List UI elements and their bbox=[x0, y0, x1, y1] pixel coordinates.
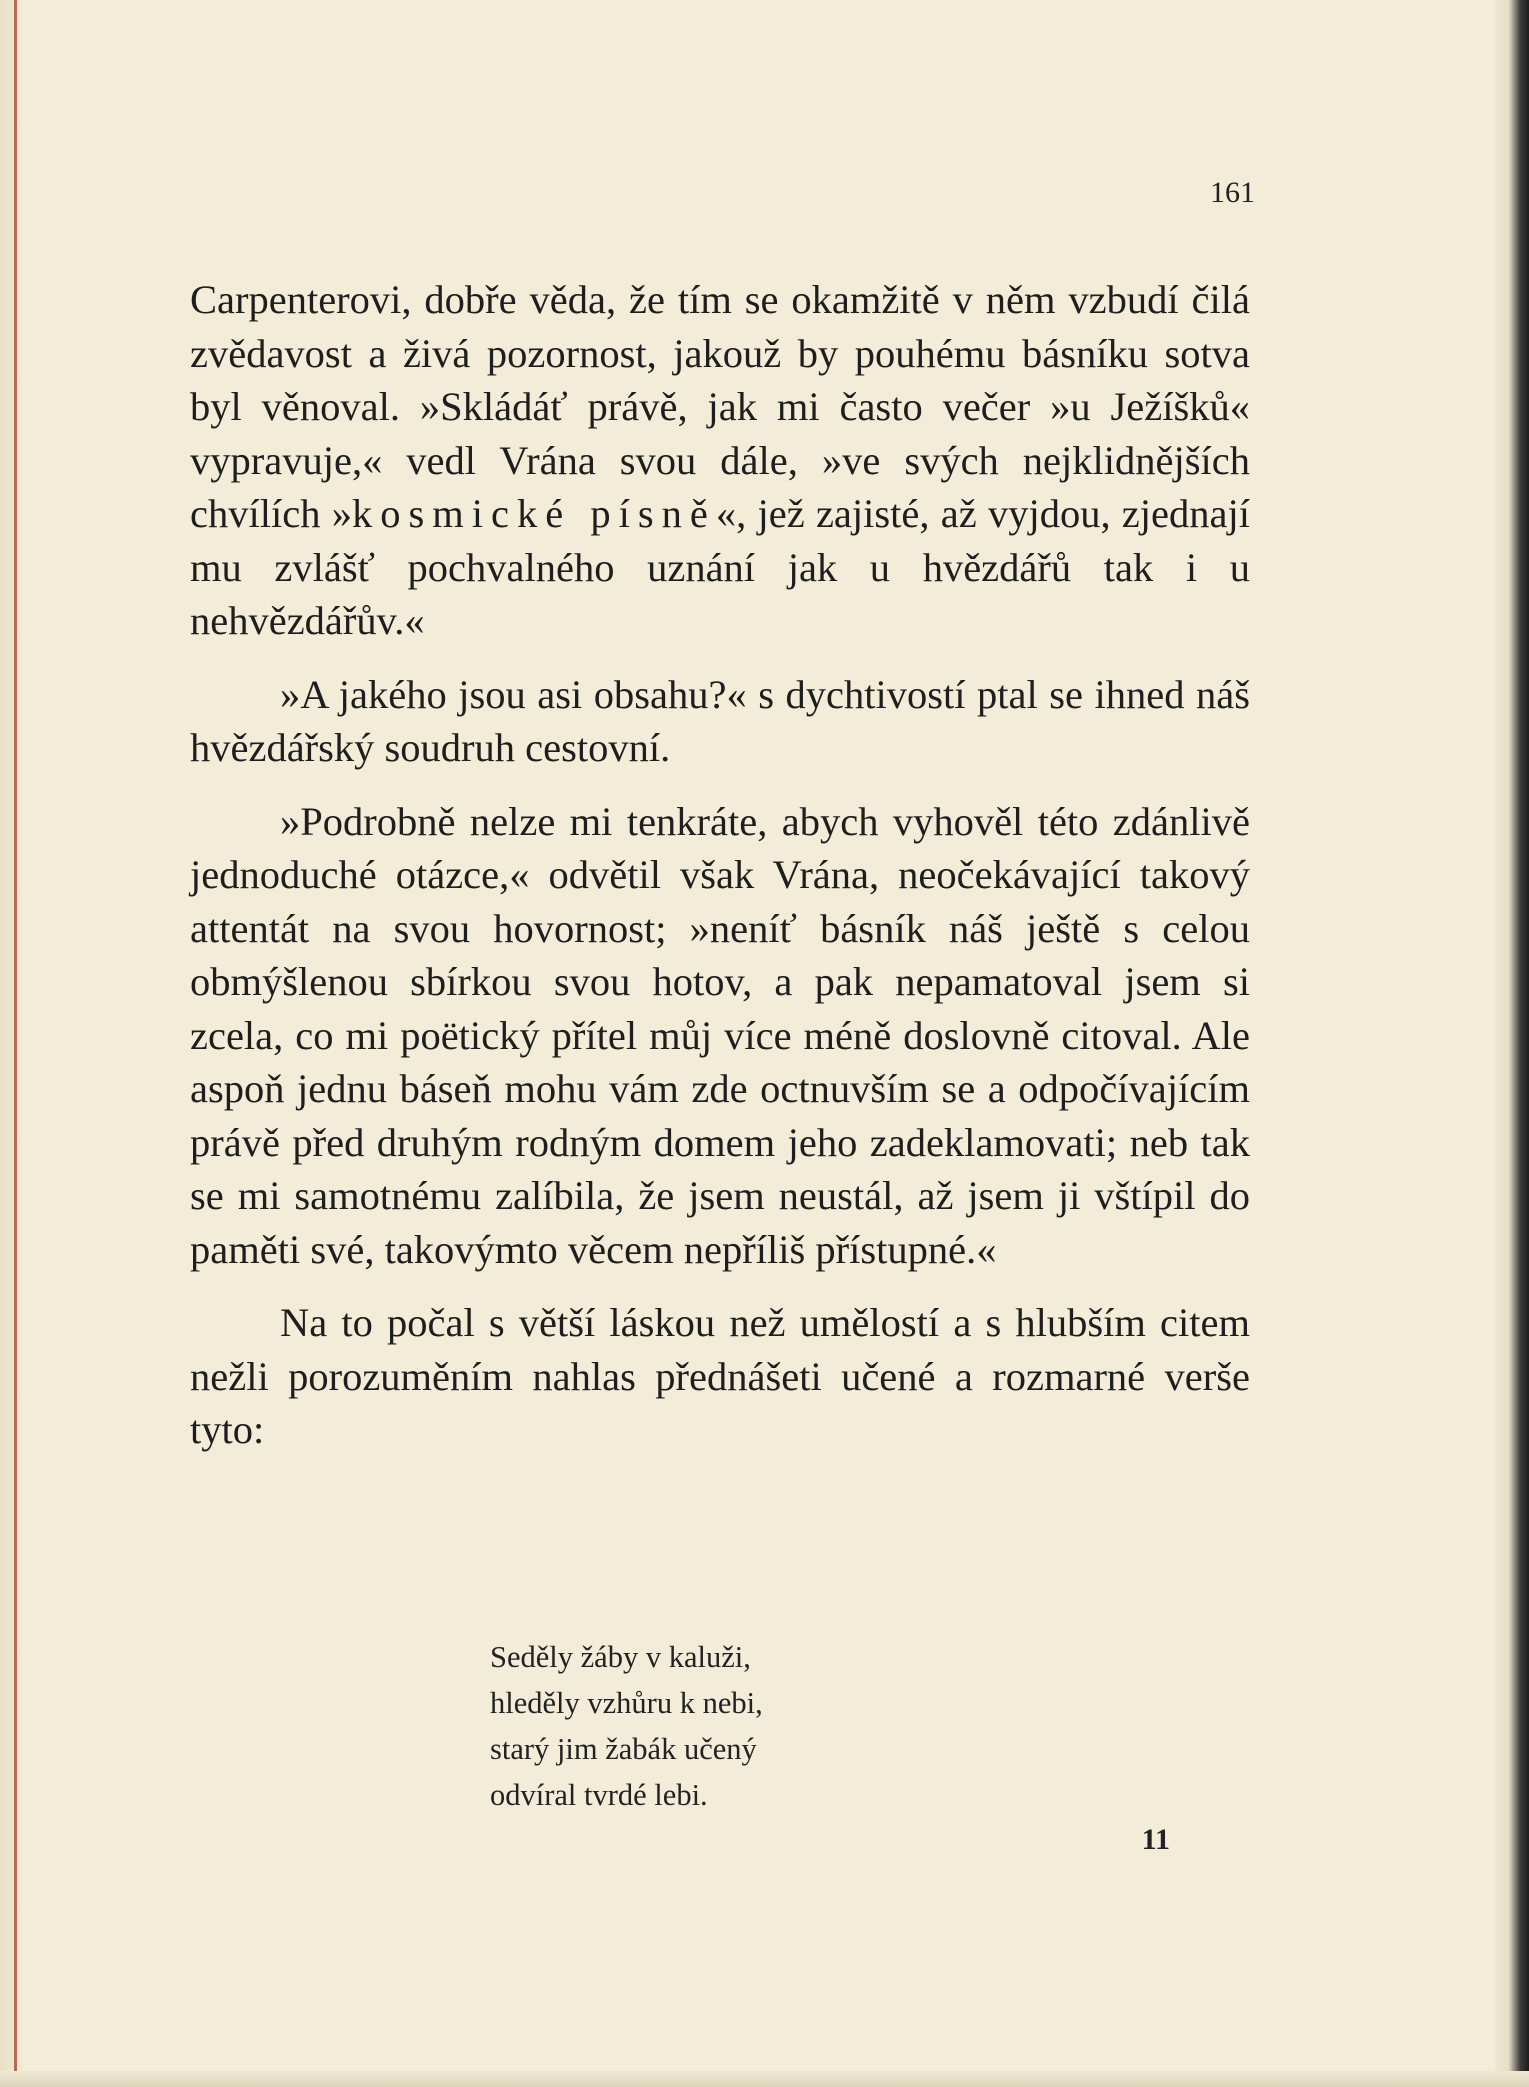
paragraph-4: Na to počal s větší láskou než umělostí a s hlubším citem nežli porozuměním nahlas přednášeti učené a rozmarné verše tyto: bbox=[190, 1300, 1250, 1452]
signature-mark: 11 bbox=[1141, 1823, 1170, 1856]
poem bbox=[490, 1634, 763, 1818]
page-edge-right bbox=[1495, 0, 1529, 2087]
poem-line: starý jim žabák učený bbox=[490, 1732, 757, 1766]
paragraph-1-part-3: «, jež zajisté, až vyjdou, zjednají mu zvlášť pochvalného uznání jak u hvězdářů tak i u nehvězdářův.« bbox=[190, 491, 1250, 643]
page-number: 161 bbox=[1210, 176, 1255, 209]
body-text bbox=[190, 273, 1250, 1457]
paragraph-1 bbox=[190, 273, 1250, 648]
binding-thread bbox=[14, 0, 17, 2087]
paragraph-3: »Podrobně nelze mi tenkráte, abych vyhověl této zdánlivě jednoduché otázce,« odvětil však Vrána, neočekávající takový attentát na svou hovornost; »neníť básník náš ještě s celou obmýšlenou sbírkou svou hotov, a pak nepamatoval jsem si zcela, co mi poëtický přítel můj více méně doslovně citoval. Ale aspoň jednu báseň mohu vám zde octnuvším se a odpočívajícím právě před druhým rodným domem jeho zadeklamovati; neb tak se mi samotnému zalíbila, že jsem neustál, až jsem ji vštípil do paměti své, takovýmto věcem nepříliš přístupné.« bbox=[190, 798, 1250, 1272]
poem-line: odvíral tvrdé lebi. bbox=[490, 1778, 708, 1812]
page-edge-bottom bbox=[0, 2071, 1529, 2087]
paragraph-2: »A jakého jsou asi obsahu?« s dychtivostí ptal se ihned náš hvězdářský soudruh cestovní. bbox=[190, 671, 1250, 770]
page-binding-shadow bbox=[0, 0, 24, 2087]
poem-line: hleděly vzhůru k nebi, bbox=[490, 1686, 763, 1720]
paragraph-1-part-1: Carpenterovi, dobře věda, že tím se okamžitě v něm vzbudí čilá zvědavost a živá pozornost, jakouž by pouhému básníku sotva byl věnoval. »Skládáť právě, jak mi často večer »u Ježíšků« vypravuje,« vedl Vrána svou dále, »ve svých nejklidnějších chvílích » bbox=[190, 277, 1250, 536]
emphasized-title: kosmické písně bbox=[351, 491, 716, 536]
poem-line: Seděly žáby v kaluži, bbox=[490, 1640, 751, 1674]
